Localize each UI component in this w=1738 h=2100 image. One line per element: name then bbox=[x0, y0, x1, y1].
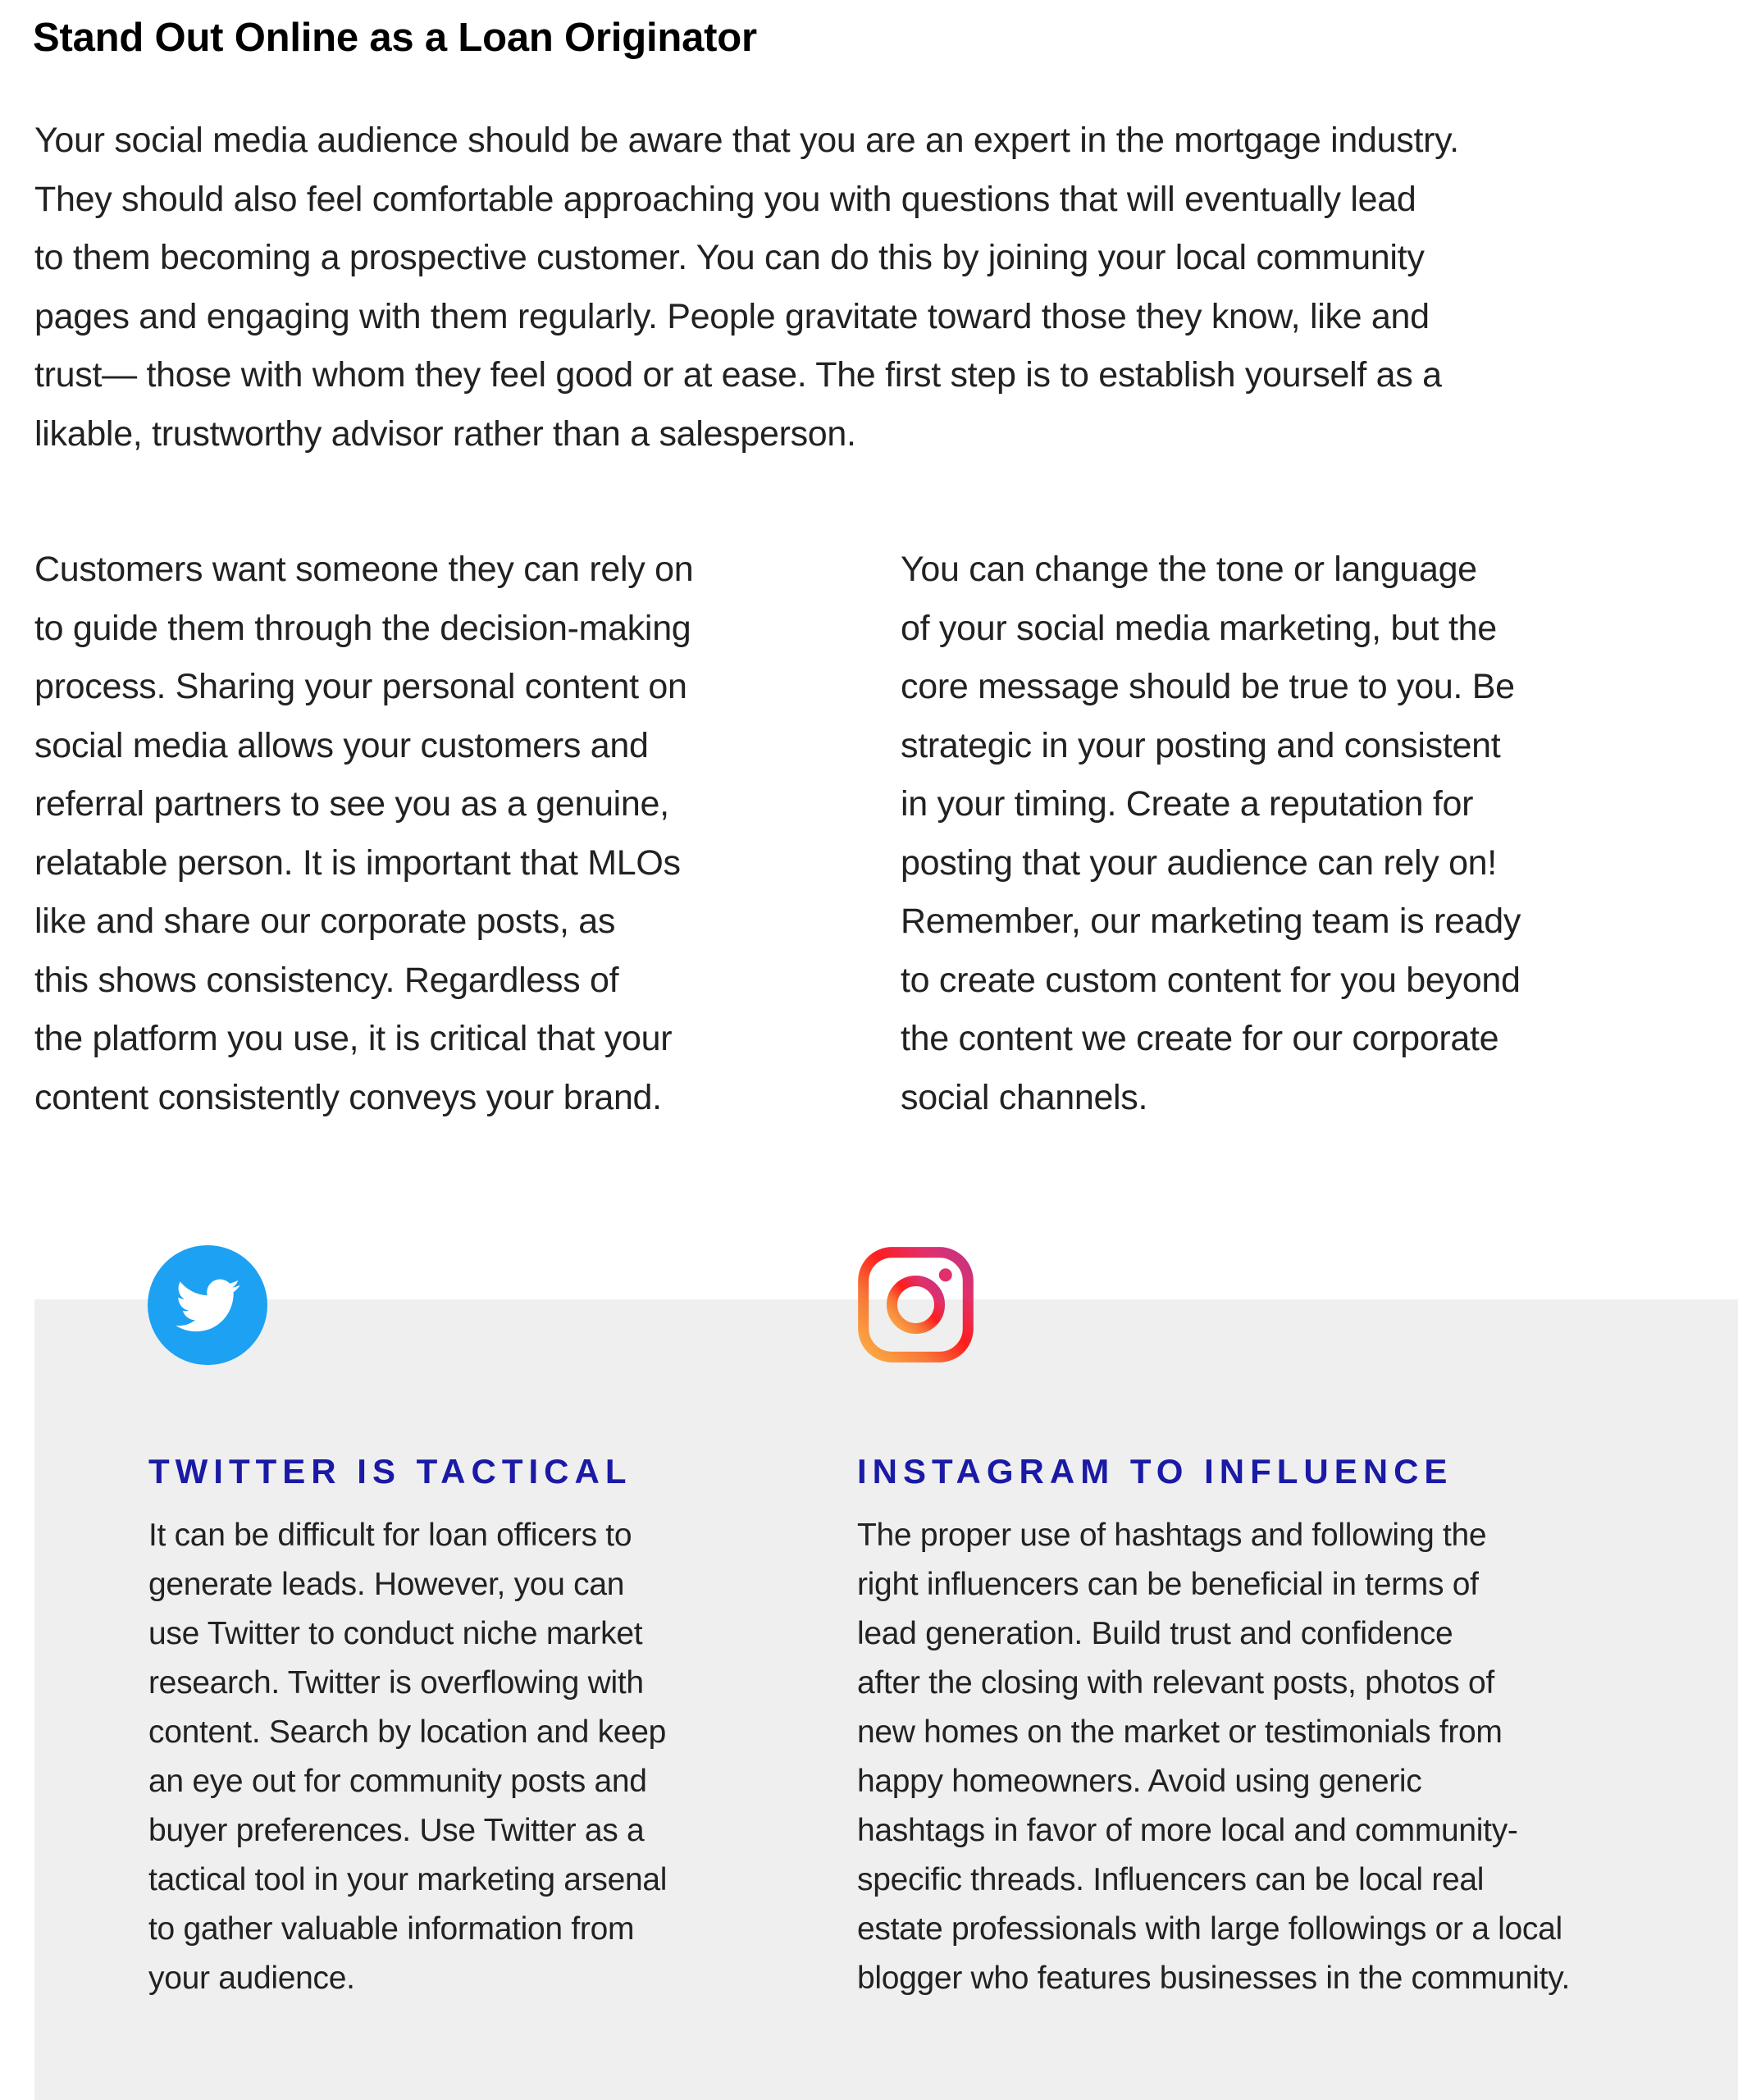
twitter-body-line: tactical tool in your marketing arsenal bbox=[148, 1862, 668, 1897]
twitter-body-line: an eye out for community posts and bbox=[148, 1764, 647, 1799]
left-column-line: Customers want someone they can rely on bbox=[34, 550, 694, 589]
right-column-paragraph bbox=[901, 541, 1704, 1127]
twitter-bird-icon bbox=[148, 1245, 267, 1365]
instagram-body-line: blogger who features businesses in the community. bbox=[857, 1961, 1571, 1996]
left-column-line: process. Sharing your personal content on bbox=[34, 667, 687, 706]
left-column-paragraph bbox=[34, 541, 838, 1127]
instagram-body-line: The proper use of hashtags and following the bbox=[857, 1518, 1487, 1553]
instagram-body-line: happy homeowners. Avoid using generic bbox=[857, 1764, 1422, 1799]
intro-line: pages and engaging with them regularly. People gravitate toward those they know, like and bbox=[34, 296, 1430, 336]
right-column-line: in your timing. Create a reputation for bbox=[901, 784, 1474, 824]
intro-line: They should also feel comfortable approaching you with questions that will eventually lead bbox=[34, 179, 1416, 219]
left-column-line: content consistently conveys your brand. bbox=[34, 1077, 662, 1117]
right-column-line: core message should be true to you. Be bbox=[901, 667, 1515, 706]
right-column-line: Remember, our marketing team is ready bbox=[901, 902, 1521, 941]
instagram-camera-icon bbox=[856, 1245, 975, 1364]
instagram-body-line: right influencers can be beneficial in terms of bbox=[857, 1567, 1479, 1602]
twitter-body-line: research. Twitter is overflowing with bbox=[148, 1665, 644, 1701]
twitter-section-heading: TWITTER IS TACTICAL bbox=[148, 1452, 632, 1491]
twitter-body-line: content. Search by location and keep bbox=[148, 1714, 666, 1750]
twitter-body-line: It can be difficult for loan officers to bbox=[148, 1518, 632, 1553]
right-column-line: the content we create for our corporate bbox=[901, 1019, 1499, 1058]
right-column-line: to create custom content for you beyond bbox=[901, 960, 1521, 1000]
left-column-line: like and share our corporate posts, as bbox=[34, 902, 616, 941]
intro-line: to them becoming a prospective customer. You can do this by joining your local community bbox=[34, 238, 1425, 277]
right-column-line: posting that your audience can rely on! bbox=[901, 842, 1497, 883]
intro-line: trust— those with whom they feel good or at ease. The first step is to establish yourself as a bbox=[34, 355, 1442, 395]
instagram-section-heading: INSTAGRAM TO INFLUENCE bbox=[857, 1452, 1453, 1491]
right-column-line: of your social media marketing, but the bbox=[901, 608, 1497, 648]
twitter-body-line: buyer preferences. Use Twitter as a bbox=[148, 1813, 645, 1848]
left-column-line: to guide them through the decision-making bbox=[34, 608, 691, 648]
right-column-line: You can change the tone or language bbox=[901, 550, 1477, 589]
instagram-body-line: after the closing with relevant posts, photos of bbox=[857, 1665, 1494, 1701]
instagram-body-line: hashtags in favor of more local and community- bbox=[857, 1813, 1518, 1848]
left-column-line: referral partners to see you as a genuine, bbox=[34, 784, 669, 824]
twitter-section-body bbox=[148, 1511, 829, 2003]
instagram-body-line: specific threads. Influencers can be local real bbox=[857, 1862, 1485, 1897]
instagram-body-line: new homes on the market or testimonials from bbox=[857, 1714, 1503, 1750]
twitter-body-line: your audience. bbox=[148, 1961, 355, 1996]
twitter-body-line: use Twitter to conduct niche market bbox=[148, 1616, 643, 1651]
page-title: Stand Out Online as a Loan Originator bbox=[33, 16, 757, 60]
left-column-line: social media allows your customers and bbox=[34, 725, 649, 765]
instagram-section-body bbox=[857, 1511, 1718, 2003]
left-column-line: this shows consistency. Regardless of bbox=[34, 960, 619, 1000]
twitter-body-line: to gather valuable information from bbox=[148, 1911, 635, 1947]
intro-line: Your social media audience should be aware that you are an expert in the mortgage industry. bbox=[34, 121, 1459, 160]
instagram-body-line: lead generation. Build trust and confidence bbox=[857, 1616, 1453, 1651]
right-column-line: strategic in your posting and consistent bbox=[901, 725, 1501, 765]
twitter-body-line: generate leads. However, you can bbox=[148, 1567, 625, 1602]
intro-paragraph bbox=[34, 112, 1593, 463]
right-column-line: social channels. bbox=[901, 1077, 1148, 1117]
intro-line: likable, trustworthy advisor rather than a salesperson. bbox=[34, 413, 856, 454]
left-column-line: relatable person. It is important that MLOs bbox=[34, 842, 681, 883]
instagram-body-line: estate professionals with large followings or a local bbox=[857, 1911, 1562, 1947]
left-column-line: the platform you use, it is critical that your bbox=[34, 1019, 673, 1058]
